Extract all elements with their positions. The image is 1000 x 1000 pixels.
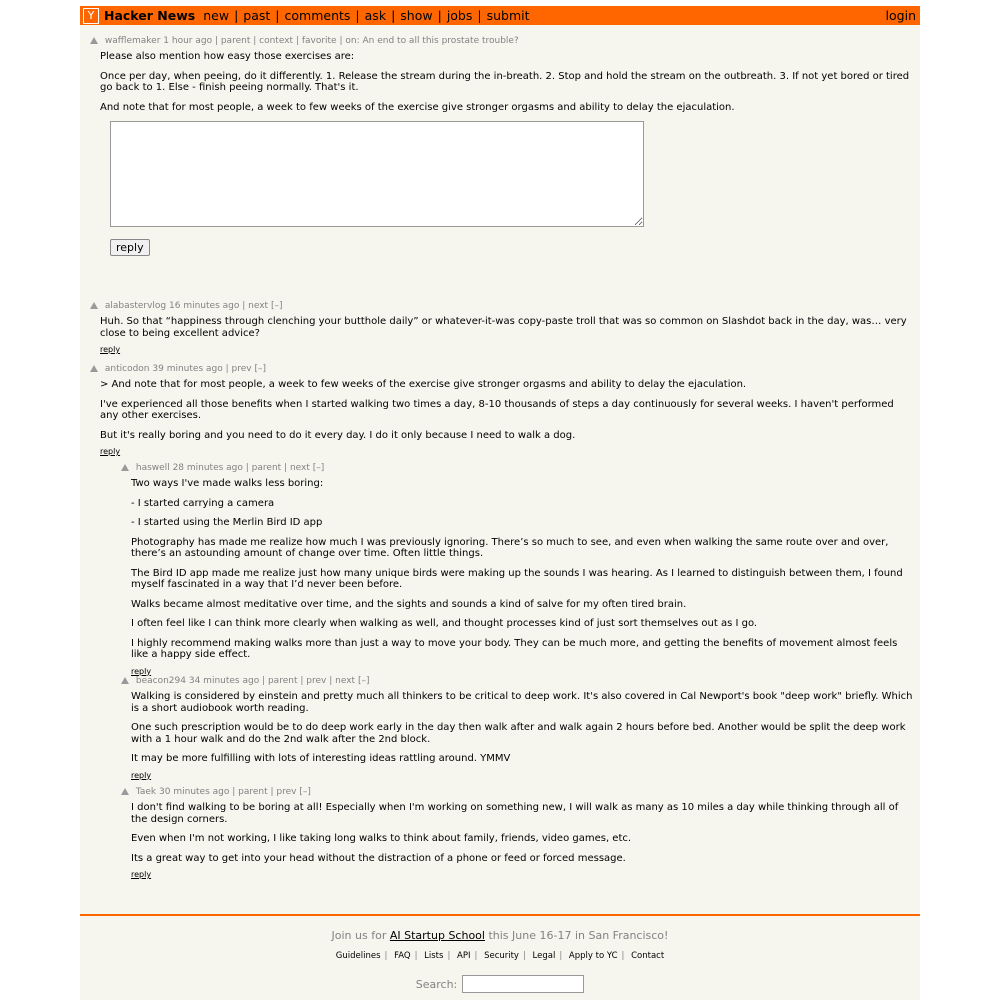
upvote-arrow-icon[interactable] [121, 677, 129, 684]
comment [121, 463, 916, 676]
nav-separator: | [477, 8, 482, 23]
favorite-link[interactable]: favorite [301, 36, 337, 46]
comment-author[interactable]: alabastervlog [104, 301, 167, 311]
upvote-arrow-icon[interactable] [90, 365, 98, 372]
footer-separator: | [447, 951, 451, 961]
focus-comment [90, 36, 910, 256]
footer-link-security[interactable]: Security [484, 951, 519, 961]
next-link[interactable]: next [289, 463, 310, 473]
nav-ask[interactable]: ask [364, 8, 387, 23]
reply-link[interactable]: reply [131, 870, 152, 879]
prev-link[interactable]: prev [306, 676, 327, 686]
comment-paragraph: Its a great way to get into your head without the distraction of a phone or feed or forced message. [131, 852, 626, 864]
upvote-arrow-icon[interactable] [121, 788, 129, 795]
comment [90, 364, 910, 456]
comment-age[interactable]: 34 minutes ago [188, 676, 260, 686]
comment-paragraph: Once per day, when peeing, do it differently. 1. Release the stream during the in-breath. 2. Stop and hold the stream on the outbreath. 3. If not yet bored or tired go back to 1. Else - finish peeing normally. That's it. [100, 70, 910, 93]
comment-text [100, 316, 910, 339]
comment-age[interactable]: 28 minutes ago [172, 463, 243, 473]
footer-separator: | [474, 951, 478, 961]
comment-paragraph: Two ways I've made walks less boring: [131, 478, 324, 489]
comment-header: anticodon 39 minutes ago | prev [–] [90, 364, 910, 374]
footer-separator: | [414, 951, 418, 961]
reply-link[interactable]: reply [131, 666, 152, 676]
comment-paragraph: Please also mention how easy those exercises are: [100, 51, 355, 62]
comment-paragraph: Huh. So that “happiness through clenching your butthole daily” or whatever-it-was copy-paste troll that was so common on Slashdot back in the day, was… very close to being excellent advice? [100, 316, 907, 339]
comment [121, 676, 916, 780]
comment-header: wafflemaker 1 hour ago | parent | context | favorite | on: An end to all this prostate trouble? [90, 36, 910, 46]
reply-textarea[interactable] [110, 121, 644, 227]
comment-paragraph: It may be more fulfilling with lots of interesting ideas rattling around. YMMV [131, 753, 511, 764]
comment [90, 301, 910, 354]
footer-separator: | [522, 951, 526, 961]
site-name-link[interactable]: Hacker News [104, 8, 196, 23]
top-bar [80, 6, 920, 25]
nav-separator: | [391, 8, 396, 23]
comment-header: Taek 30 minutes ago | parent | prev [–] [121, 787, 916, 797]
login-link[interactable]: login [885, 8, 916, 23]
comment-text [100, 51, 910, 113]
yc-banner [80, 929, 920, 942]
comment-age[interactable]: 30 minutes ago [159, 787, 230, 797]
search-input[interactable] [462, 975, 584, 993]
prev-link[interactable]: prev [276, 787, 297, 797]
comment-header: alabastervlog 16 minutes ago | next [–] [90, 301, 910, 311]
comment-header: beacon294 34 minutes ago | parent | prev | next [–] [121, 676, 916, 686]
next-link[interactable]: next [248, 301, 269, 311]
nav-separator: | [234, 8, 239, 23]
context-link[interactable]: context [259, 36, 294, 46]
footer-link-api[interactable]: API [457, 951, 471, 961]
comment-paragraph: I often feel like I can think more clearly when walking as well, and thought processes kind of just sort themselves out as I go. [131, 618, 758, 629]
comment-text [131, 802, 916, 864]
comment-paragraph: Walking is considered by einstein and pretty much all thinkers to be critical to deep work. It's also covered in Cal Newport's book "deep work" briefly. Which is a short audiobook worth reading. [131, 691, 913, 714]
comment-paragraph: - I started using the Merlin Bird ID app [131, 517, 323, 528]
parent-link[interactable]: parent [238, 787, 268, 797]
comment-paragraph: > And note that for most people, a week to few weeks of the exercise give stronger orgasms and ability to delay the ejaculation. [100, 379, 747, 390]
footer-link-faq[interactable]: FAQ [394, 951, 411, 961]
footer-link-lists[interactable]: Lists [424, 951, 444, 961]
footer [80, 914, 920, 993]
upvote-arrow-icon[interactable] [90, 37, 98, 44]
story-link[interactable]: An end to all this prostate trouble? [362, 36, 519, 46]
search-label: Search: [415, 977, 458, 991]
parent-link[interactable]: parent [220, 36, 251, 46]
prev-link[interactable]: prev [231, 364, 252, 374]
comment-paragraph: I don't find walking to be boring at all! Especially when I'm working on something new, I will walk as many as 10 miles a day while thinking through all of the design corners. [131, 802, 899, 825]
comment-author[interactable]: haswell [135, 463, 170, 473]
nav-jobs[interactable]: jobs [446, 8, 473, 23]
comment-paragraph: I highly recommend making walks more than just a way to move your body. They can be much more, and getting the benefits of movement almost feels like a happy side effect. [131, 637, 898, 660]
comment-author[interactable]: beacon294 [135, 676, 186, 686]
footer-link-apply[interactable]: Apply to YC [568, 951, 618, 961]
on-label: on: [345, 36, 360, 46]
parent-link[interactable]: parent [267, 676, 298, 686]
comment-paragraph: And note that for most people, a week to few weeks of the exercise give stronger orgasms and ability to delay the ejaculation. [100, 101, 735, 113]
collapse-toggle[interactable]: [–] [312, 463, 325, 473]
search-row [80, 975, 920, 993]
footer-link-contact[interactable]: Contact [631, 951, 665, 961]
comment-paragraph: But it's really boring and you need to do it every day. I do it only because I need to walk a dog. [100, 429, 576, 441]
upvote-arrow-icon[interactable] [90, 302, 98, 309]
hn-logo-icon[interactable]: Y [83, 8, 99, 24]
comment-text [131, 691, 916, 765]
comment-author[interactable]: anticodon [104, 364, 150, 374]
parent-link[interactable]: parent [251, 463, 282, 473]
footer-link-guidelines[interactable]: Guidelines [335, 951, 381, 961]
page-container [80, 6, 920, 1000]
comment-age[interactable]: 1 hour ago [163, 36, 213, 46]
comment-paragraph: Photography has made me realize how much I was previously ignoring. There’s so much to see, and even when walking the same route over and over, there’s an astounding amount of change over time. Often little things. [131, 536, 889, 559]
comment [121, 787, 916, 879]
comment-paragraph: One such prescription would be to do deep work early in the day then walk after and walk again 2 hours before bed. Another would be split the deep work with a 1 hour walk and do the 2nd walk after the 2nd block. [131, 722, 906, 745]
comment-age[interactable]: 39 minutes ago [152, 364, 223, 374]
collapse-toggle[interactable]: [–] [254, 364, 266, 374]
comment-header: haswell 28 minutes ago | parent | next [–] [121, 463, 916, 473]
reply-button[interactable]: reply [110, 239, 150, 256]
banner-text: Join us for [331, 929, 387, 942]
banner-text: this June 16-17 in San Francisco! [488, 929, 669, 942]
footer-separator: | [621, 951, 625, 961]
collapse-toggle[interactable]: [–] [270, 301, 283, 311]
comment-paragraph: Even when I'm not working, I like taking long walks to think about family, friends, video games, etc. [131, 833, 632, 844]
footer-separator: | [384, 951, 388, 961]
comment-text [100, 379, 910, 441]
collapse-toggle[interactable]: [–] [299, 787, 311, 797]
comment-author[interactable]: wafflemaker [104, 36, 161, 46]
footer-link-legal[interactable]: Legal [532, 951, 556, 961]
nav-new[interactable]: new [203, 8, 230, 23]
comment-paragraph: - I started carrying a camera [131, 497, 275, 509]
nav-comments[interactable]: comments [284, 8, 351, 23]
comment-age[interactable]: 16 minutes ago [169, 301, 240, 311]
reply-link[interactable]: reply [100, 345, 121, 354]
nav-show[interactable]: show [400, 8, 433, 23]
nav-separator: | [437, 8, 442, 23]
collapse-toggle[interactable]: [–] [357, 676, 370, 686]
ai-startup-school-link[interactable]: AI Startup School [389, 929, 485, 942]
comment-author[interactable]: Taek [135, 787, 157, 797]
comment-paragraph: Walks became almost meditative over time, and the sights and sounds a kind of salve for my often tired brain. [131, 598, 687, 610]
next-link[interactable]: next [335, 676, 356, 686]
comment-paragraph: The Bird ID app made me realize just how many unique birds were making up the sounds I was hearing. As I learned to distinguish between them, I found myself fascinated in a way that I’d never been before. [131, 567, 903, 590]
nav-separator: | [275, 8, 280, 23]
nav-submit[interactable]: submit [486, 8, 530, 23]
reply-link[interactable]: reply [100, 447, 121, 456]
comment-paragraph: I've experienced all those benefits when I started walking two times a day, 8-10 thousands of steps a day continuously for several weeks. I haven't performed any other exercises. [100, 398, 894, 421]
footer-links [80, 951, 920, 961]
footer-separator: | [559, 951, 563, 961]
comment-text [131, 478, 916, 661]
upvote-arrow-icon[interactable] [121, 464, 129, 471]
nav-separator: | [355, 8, 360, 23]
reply-link[interactable]: reply [131, 770, 152, 780]
nav-past[interactable]: past [243, 8, 271, 23]
